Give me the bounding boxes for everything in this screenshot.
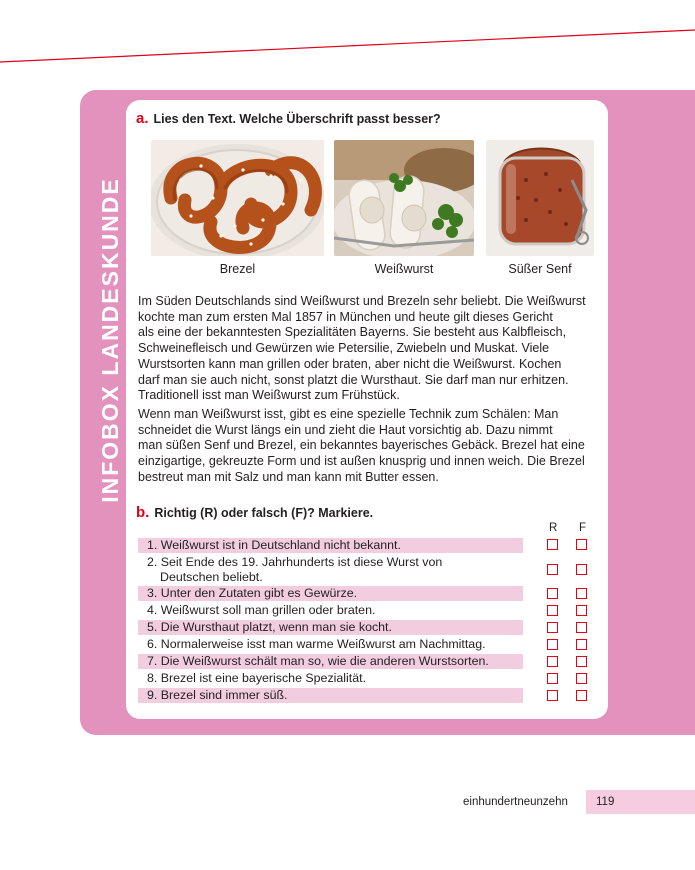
text-line: Schweinefleisch und Gewürzen wie Petersilie, Zwiebeln und Muskat. Viele [138,341,550,356]
statement-text: 7. Die Weißwurst schält man so, wie die anderen Wurstsorten. [147,654,489,668]
checkbox-r-5[interactable] [547,622,558,633]
section-b-instruction: Richtig (R) oder falsch (F)? Markiere. [154,506,374,520]
statement-row [138,637,523,652]
checkbox-r-8[interactable] [547,673,558,684]
section-b-heading [136,504,373,521]
text-line: Wenn man Weißwurst isst, gibt es eine spezielle Technik zum Schälen: Man [138,406,559,421]
checkbox-f-7[interactable] [576,656,587,667]
statement-text: Deutschen beliebt. [160,569,263,584]
statement-row [138,603,523,618]
statement-row [138,671,523,686]
text-line: kochte man zum ersten Mal 1857 in München und heute gilt dieses Gericht [138,309,553,324]
section-b-letter: b. [136,504,150,521]
checkbox-f-8[interactable] [576,673,587,684]
checkbox-f-5[interactable] [576,622,587,633]
text-line: schneidet die Wurst längs ein und zieht die Haut vorsichtig ab. Dazu nimmt [138,422,553,437]
column-header-r: R [549,522,558,534]
paragraph-1 [138,294,598,404]
section-a-heading [136,110,441,127]
statement-row [138,538,523,553]
statement-row [138,586,523,601]
section-a-letter: a. [136,110,149,127]
text-line: als eine der bekanntesten Spezialitäten Bayerns. Sie besteht aus Kalbfleisch, [138,325,567,340]
checkbox-r-3[interactable] [547,588,558,599]
checkbox-f-1[interactable] [576,539,587,550]
statement-text: 1. Weißwurst ist in Deutschland nicht bekannt. [147,538,401,552]
infobox-side-title: INFOBOX LANDESKUNDE [96,177,123,503]
page-number: 119 [596,796,615,808]
checkbox-r-4[interactable] [547,605,558,616]
caption-brezel: Brezel [219,262,256,276]
checkbox-f-4[interactable] [576,605,587,616]
page-number-word: einhundertneunzehn [463,796,568,808]
checkbox-f-9[interactable] [576,690,587,701]
checkbox-r-7[interactable] [547,656,558,667]
statement-row [138,654,523,669]
text-line: man süßen Senf und Brezel, ein bekanntes bayerisches Gebäck. Brezel hat eine [138,438,585,453]
sweet-mustard-jar-photo [486,140,594,256]
statement-text: 9. Brezel sind immer süß. [147,688,288,702]
caption-weisswurst: Weißwurst [374,262,434,276]
top-decorative-line [0,0,695,70]
text-line: Traditionell isst man Weißwurst zum Frühstück. [138,388,400,403]
checkbox-r-9[interactable] [547,690,558,701]
checkbox-f-2[interactable] [576,564,587,575]
column-header-f: F [579,522,587,534]
section-a-instruction: Lies den Text. Welche Überschrift passt besser? [153,112,441,126]
white-sausage-photo [334,140,474,256]
statement-row [138,688,523,703]
text-line: Im Süden Deutschlands sind Weißwurst und Brezeln sehr beliebt. Die Weißwurst [138,294,586,308]
statement-text: 8. Brezel ist eine bayerische Spezialität. [147,671,367,685]
statement-text: 4. Weißwurst soll man grillen oder braten. [147,603,376,617]
statement-text: 2. Seit Ende des 19. Jahrhunderts ist diese Wurst von [147,555,443,569]
pretzel-photo [151,140,324,256]
caption-suesser-senf: Süßer Senf [508,262,572,276]
statement-text: 6. Normalerweise isst man warme Weißwurst am Nachmittag. [147,637,486,651]
reading-text [138,294,598,485]
text-line: Wurstsorten kann man grillen oder braten, aber nicht die Weißwurst. Kochen [138,356,562,371]
statement-row [138,555,523,586]
checkbox-f-6[interactable] [576,639,587,650]
paragraph-2 [138,407,598,486]
statement-text: 3. Unter den Zutaten gibt es Gewürze. [147,586,358,600]
statement-text: 5. Die Wursthaut platzt, wenn man sie kocht. [147,620,392,634]
checkbox-r-6[interactable] [547,639,558,650]
text-line: einzigartige, gekreuzte Form und ist außen knusprig und innen weich. Die Brezel [138,454,585,469]
text-line: bestreut man mit Salz und man kann mit Butter essen. [138,469,439,484]
checkbox-f-3[interactable] [576,588,587,599]
text-line: darf man sie auch nicht, sonst platzt die Wursthaut. Sie darf man nur erhitzen. [138,372,569,387]
checkbox-r-2[interactable] [547,564,558,575]
checkbox-r-1[interactable] [547,539,558,550]
statement-row [138,620,523,635]
